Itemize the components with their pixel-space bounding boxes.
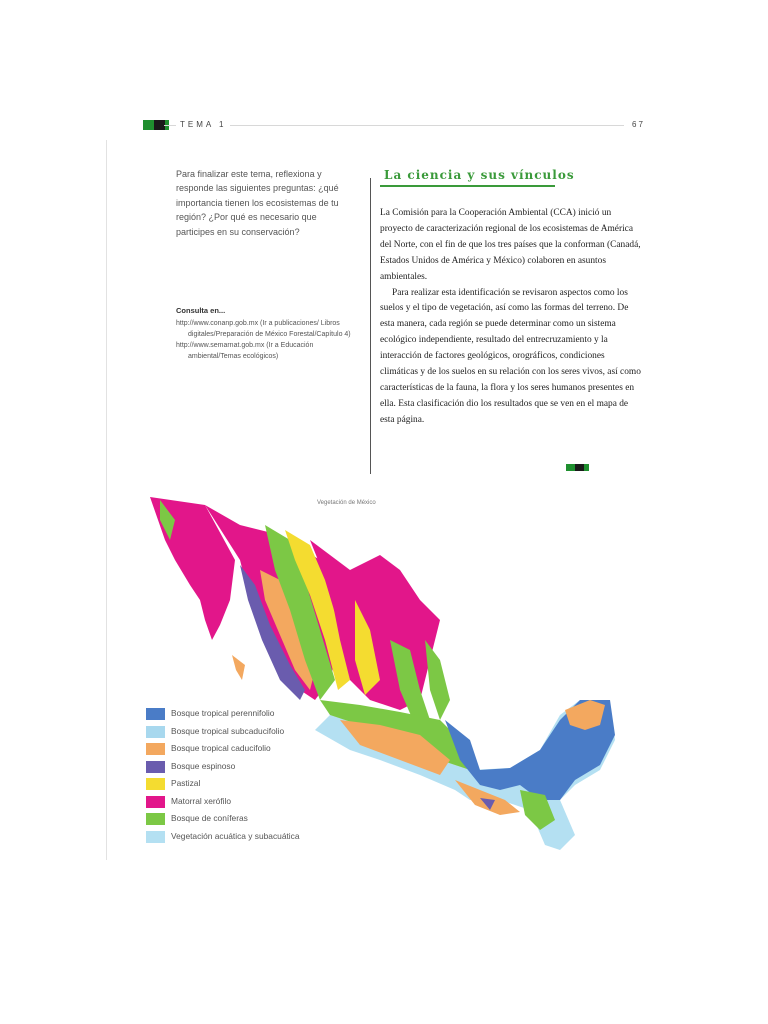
box-paragraph-2: Para realizar esta identificación se revisaron aspectos como los suelos y el tipo de vegetación, así como las formas del terreno. De esta manera, cada región se puede determinar como un sistema ecológico independiente, resultado del entrecruzamiento y la interacción de factores geológicos, orográficos, condiciones climáticas y de los suelos en su relación con los seres vivos, así como características de la fauna, la flora y los seres humanos presentes en ella. Esta clasificación dio los resultados que se ven en el mapa de esta página. — [380, 287, 641, 425]
legend-label: Bosque tropical perennifolio — [171, 708, 275, 718]
legend-swatch — [146, 708, 165, 720]
header-title: TEMA 1 — [176, 120, 230, 129]
map-region-baja-tip — [232, 655, 245, 680]
legend-label: Matorral xerófilo — [171, 795, 232, 806]
legend-label: Bosque tropical caducifolio — [171, 743, 271, 753]
legend-label: Vegetación acuática y subacuática — [171, 830, 300, 841]
page-number: 67 — [628, 120, 645, 129]
reflection-question: Para finalizar este tema, reflexiona y responde las siguientes preguntas: ¿qué importancia tienen los ecosistemas de tu región? ¿Por qué es necesario que participes en su conservación? — [176, 169, 339, 237]
consulta-title: Consulta en... — [176, 306, 226, 315]
box-title: La ciencia y sus vínculos — [384, 168, 575, 182]
legend-swatch — [146, 831, 165, 843]
legend-label: Bosque tropical subcaducifolio — [171, 725, 285, 736]
consulta-link-2[interactable]: http://www.semarnat.gob.mx (Ir a Educación ambiental/Temas ecológicos) — [176, 342, 314, 360]
legend-swatch — [146, 778, 165, 790]
legend-swatch — [146, 796, 165, 808]
legend-label: Pastizal — [171, 778, 201, 788]
legend-label: Bosque espinoso — [171, 760, 236, 771]
map-title: Vegetación de México — [317, 500, 376, 506]
legend-swatch — [146, 761, 165, 773]
legend-label: Bosque de coníferas — [171, 813, 248, 823]
consulta-link-1[interactable]: http://www.conanp.gob.mx (Ir a publicaciones/ Libros digitales/Preparación de México Forestal/Capítulo 4) — [176, 320, 351, 338]
legend-swatch — [146, 726, 165, 738]
map-region-conifer-east-2 — [425, 640, 450, 720]
legend-swatch — [146, 813, 165, 825]
box-paragraph-1: La Comisión para la Cooperación Ambiental (CCA) inició un proyecto de caracterización regional de los ecosistemas de América del Norte, con el fin de que los tres países que la conforman (Canadá, Estados Unidos de América y México) colaboren en asuntos ambientales. — [380, 208, 641, 282]
legend-swatch — [146, 743, 165, 755]
